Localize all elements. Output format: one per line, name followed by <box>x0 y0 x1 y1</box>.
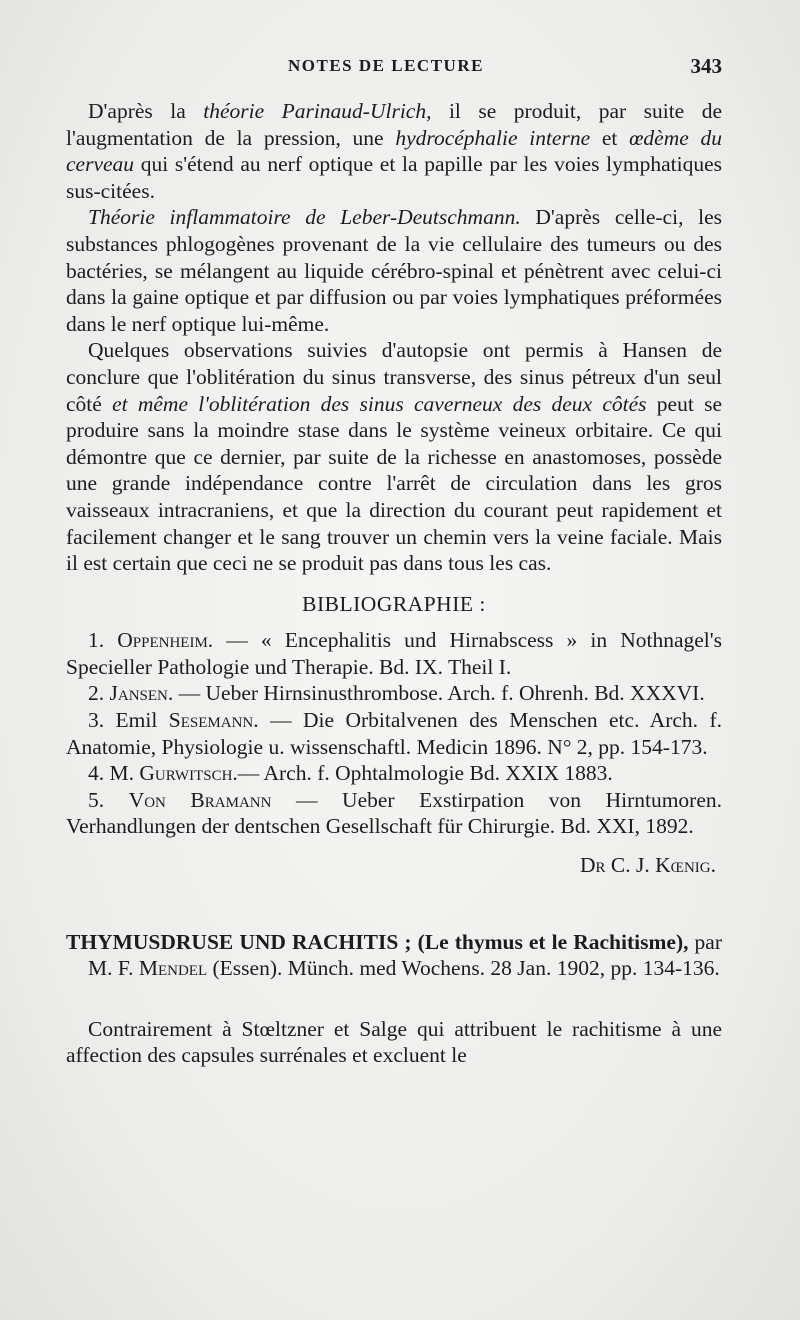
article-title: THYMUSDRUSE UND RACHITIS ; (Le thymus et le Rachitisme), <box>66 929 689 954</box>
text-run: D'après la <box>88 99 204 123</box>
running-title: NOTES DE LECTURE <box>288 56 484 75</box>
paragraph-observations <box>66 337 722 576</box>
page-header <box>66 56 722 86</box>
reference-number: 2. <box>88 681 110 706</box>
reference-text: — Die Orbitalvenen des Menschen etc. Arch. f. Anatomie, Physiologie u. wissenschaftl. Medicin 1896. N° 2, pp. 154-173. <box>66 708 723 759</box>
reference-item <box>66 680 722 707</box>
italic-run: Théorie inflammatoire de Leber-Deutschmann. <box>88 205 521 230</box>
reference-number: 1. <box>88 628 118 653</box>
text-run: Quelques observations suivies d'autopsie ont permis à Hansen de conclure que l'oblitération du sinus transverse, des sinus pétreux d'un seul côté <box>66 338 722 416</box>
reference-text: — « Encephalitis und Hirnabscess » in Nothnagel's Specieller Pathologie und Therapie. Bd. IX. Theil I. <box>66 628 723 679</box>
text-run: peut se produire sans la moindre stase dans le système veineux orbitaire. Ce qui démontre que ce dernier, par suite de la richesse en anastomoses, possède une grande indépendance contre l'arrêt de circulation dans les gros vaisseaux intracraniens, et que la direction du courant peut rapidement et facilement changer et le sang trouver un chemin vers la veine faciale. Mais il est certain que ceci ne se produit pas dans tous les cas. <box>66 391 722 576</box>
reference-author: Von Bramann <box>128 787 272 812</box>
reference-number: 5. <box>88 787 129 812</box>
text-run: et <box>590 125 630 150</box>
text-run: par M. F. <box>88 929 723 981</box>
article-author: Mendel <box>138 956 208 981</box>
italic-run: théorie Parinaud-Ulrich, <box>203 99 432 123</box>
reference-number: 3. Emil <box>88 708 169 733</box>
reference-author: Sesemann. <box>168 708 259 733</box>
page-number: 343 <box>690 54 722 78</box>
paragraph-parinaud-ulrich <box>66 98 722 204</box>
article-citation: (Essen). Münch. med Wochens. 28 Jan. 1902, pp. 134-136. <box>207 956 720 981</box>
reference-author: Jansen. <box>109 681 174 706</box>
bibliography-heading: BIBLIOGRAPHIE : <box>302 591 486 616</box>
reference-item <box>66 707 722 760</box>
reference-author: Oppenheim. <box>117 628 214 653</box>
reference-text: — Ueber Exstirpation von Hirntumoren. Verhandlungen der dentschen Gesellschaft für Chirurgie. Bd. XXI, 1892. <box>66 787 723 839</box>
reference-item <box>66 760 722 787</box>
italic-run: œdème du cerveau <box>66 125 723 177</box>
text-run: il se produit, par suite de l'augmentation de la pression, une <box>66 99 722 150</box>
italic-run: et même l'oblitération des sinus caverneux des deux côtés <box>112 391 647 416</box>
text-run: qui s'étend au nerf optique et la papille par les voies lymphatiques sus-citées. <box>66 152 722 203</box>
paragraph-leber-deutschmann <box>66 204 722 337</box>
reference-number: 4. M. <box>88 761 140 786</box>
text-run: D'après celle-ci, les substances phlogogènes provenant de la vie cellulaire des tumeurs ou des bactéries, se mélangent au liquide cérébro-spinal et pénètrent avec celui-ci dans la gaine optique et par diffusion ou par voies lymphatiques préformées dans le nerf optique lui-même. <box>66 205 722 336</box>
reference-item <box>66 627 722 680</box>
author-signature: Dr C. J. Kœnig. <box>579 853 716 878</box>
reference-author: Gurwitsch. <box>139 761 238 786</box>
italic-run: hydrocéphalie interne <box>395 125 591 150</box>
body-text <box>66 98 722 1069</box>
article-paragraph: Contrairement à Stœltzner et Salge qui attribuent le rachitisme à une affection des capsules surrénales et excluent le <box>66 1016 722 1068</box>
reference-item <box>66 787 722 840</box>
reference-text: — Arch. f. Ophtalmologie Bd. XXIX 1883. <box>237 761 613 786</box>
reference-text: — Ueber Hirnsinusthrombose. Arch. f. Ohrenh. Bd. XXXVI. <box>173 681 705 706</box>
article-heading <box>66 929 722 982</box>
